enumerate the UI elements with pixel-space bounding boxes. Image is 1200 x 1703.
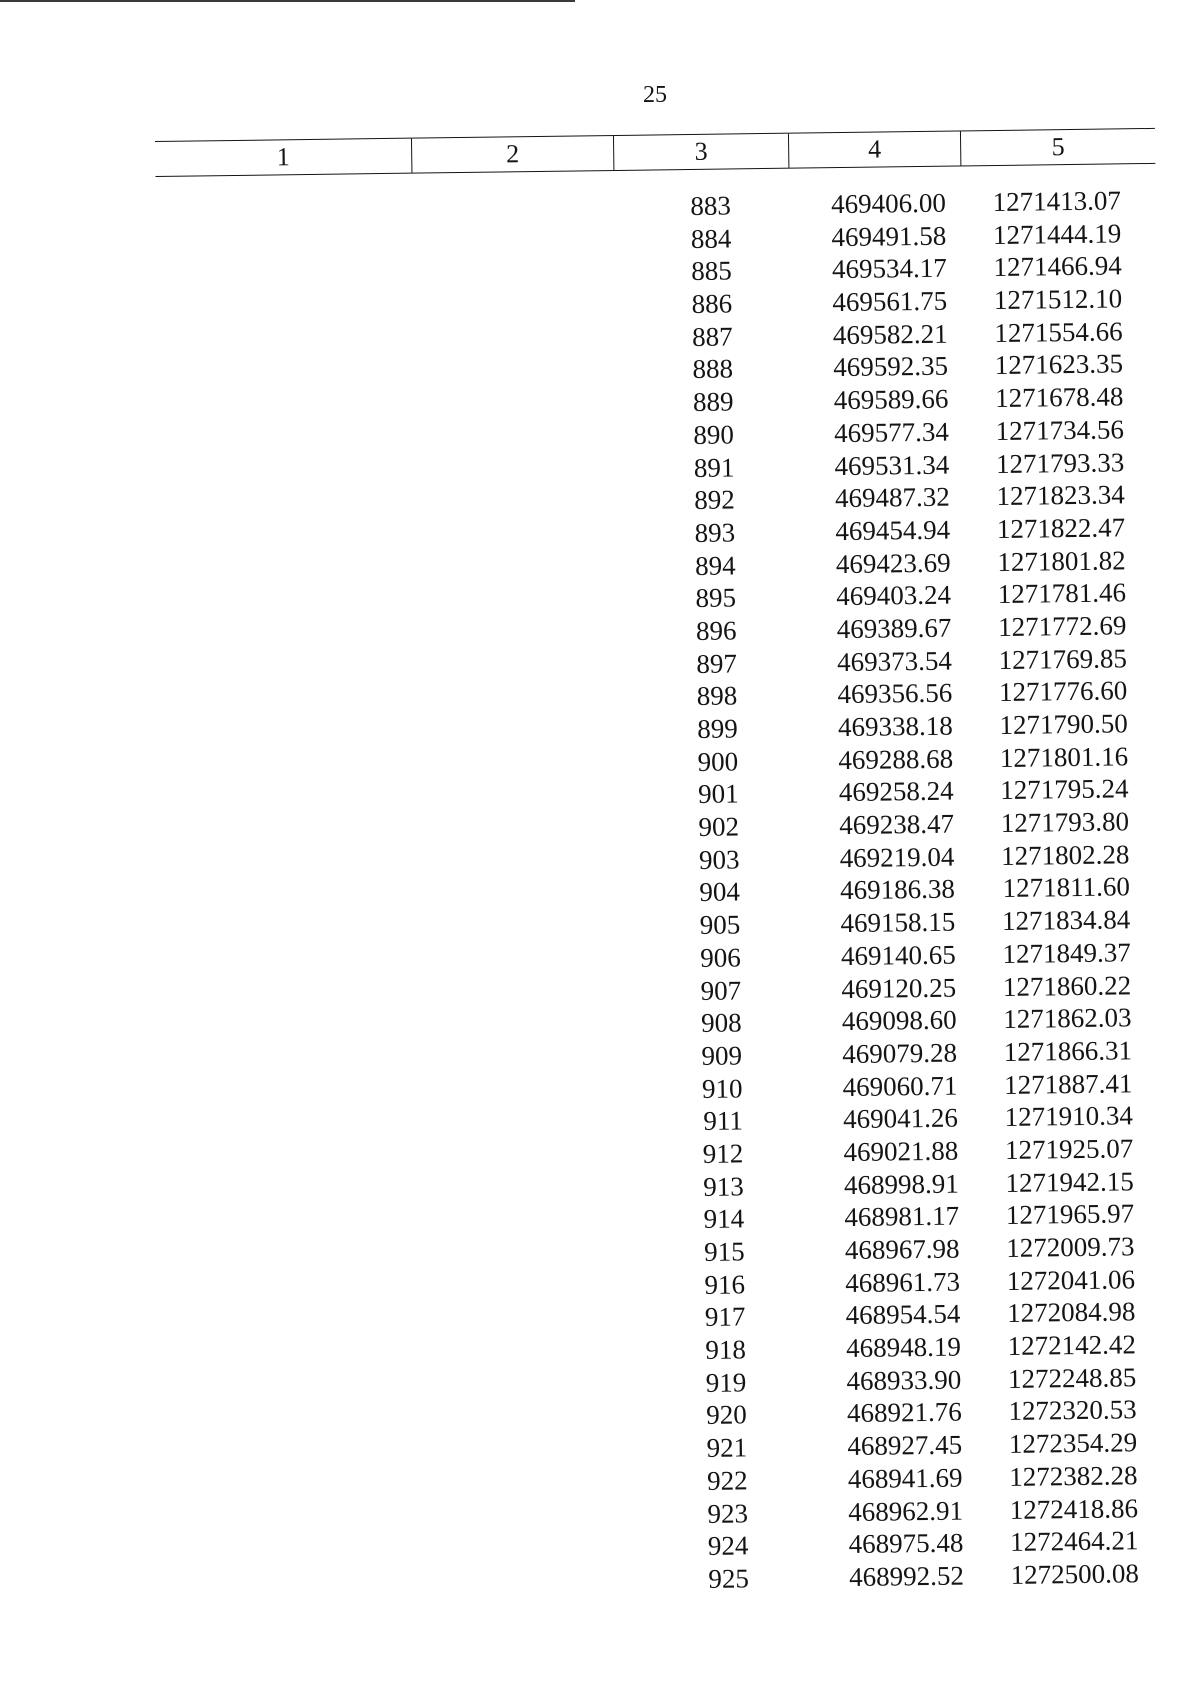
table-cell-col2 [420, 812, 622, 847]
table-cell-col4: 469338.18 [837, 710, 953, 743]
table-cell-col4: 469531.34 [834, 449, 950, 481]
table-cell-col4: 468933.90 [846, 1364, 962, 1396]
table-cell-col5: 1271866.31 [1003, 1035, 1133, 1067]
table-cell-col1 [166, 1011, 422, 1047]
table-cell-col3: 899 [697, 713, 738, 744]
table-cell-col3: 924 [707, 1530, 749, 1562]
table-cell-col3: 919 [705, 1367, 747, 1398]
table-cell-col1 [162, 651, 418, 687]
table-cell-col5: 1271776.60 [998, 675, 1128, 708]
table-cell-col2 [419, 779, 621, 814]
table-cell-col1 [165, 880, 421, 916]
table-cell-col5: 1271802.28 [1000, 839, 1130, 871]
table-cell-col3: 907 [700, 974, 742, 1006]
table-cell-col2 [420, 845, 622, 880]
table-cell-col5: 1271849.37 [1002, 937, 1131, 969]
table-header-col3: 3 [613, 134, 788, 170]
table-cell-col3: 917 [704, 1301, 746, 1333]
table-cell-col1 [166, 978, 422, 1014]
table-cell-col2 [428, 1466, 630, 1501]
table-cell-col4: 468975.48 [848, 1527, 964, 1560]
table-cell-col2 [425, 1172, 627, 1207]
table-header-col1: 1 [276, 142, 290, 172]
table-cell-col4: 468967.98 [844, 1233, 960, 1266]
table-body [156, 184, 1174, 1603]
table-cell-col3: 913 [703, 1171, 744, 1202]
table-cell-col4: 468941.69 [847, 1462, 963, 1494]
table-cell-col4: 468954.54 [845, 1298, 961, 1331]
table-cell-col5: 1271466.94 [993, 250, 1122, 283]
table-cell-col3: 884 [690, 223, 732, 254]
table-cell-col2 [422, 943, 624, 978]
table-cell-col5: 1271793.80 [1000, 806, 1130, 839]
table-cell-col4: 469582.21 [832, 318, 948, 350]
table-cell-col5: 1271834.84 [1001, 904, 1131, 937]
table-cell-col1 [156, 226, 412, 262]
table-cell-col3: 908 [700, 1007, 742, 1039]
table-cell-col4: 469288.68 [838, 743, 954, 775]
table-cell-col3: 901 [697, 778, 739, 810]
table-cell-col4: 469589.66 [833, 383, 949, 416]
table-cell-col5: 1271925.07 [1004, 1133, 1134, 1165]
table-cell-col3: 914 [703, 1203, 745, 1235]
table-cell-col1 [169, 1174, 425, 1210]
table-cell-col5: 1271793.33 [995, 446, 1125, 479]
table-cell-col2 [423, 1041, 625, 1076]
coordinates-table [155, 128, 1174, 1603]
table-cell-col4: 469454.94 [835, 514, 951, 547]
table-cell-col2 [416, 551, 618, 586]
table-cell-col5: 1271860.22 [1002, 969, 1132, 1002]
table-cell-col3: 883 [690, 190, 732, 221]
table-cell-col4: 469258.24 [838, 775, 954, 808]
table-cell-col3: 888 [692, 353, 734, 385]
table-cell-col4: 468981.17 [844, 1200, 960, 1233]
table-cell-col5: 1272354.29 [1008, 1427, 1138, 1460]
table-cell-col3: 890 [693, 419, 735, 450]
table-header-col5: 5 [960, 129, 1155, 166]
table-cell-col2 [417, 583, 619, 618]
table-cell-col5: 1272084.98 [1006, 1296, 1136, 1329]
table-cell-col4: 469561.75 [832, 285, 948, 318]
table-cell-col3: 923 [707, 1497, 749, 1529]
table-cell-col1 [168, 1142, 424, 1178]
table-cell-col3: 912 [702, 1138, 744, 1169]
table-cell-col1 [165, 913, 421, 949]
table-cell-col1 [167, 1076, 423, 1112]
table-cell-col5: 1271678.48 [994, 381, 1124, 414]
table-cell-col2 [428, 1400, 630, 1435]
table-cell-col1 [173, 1534, 429, 1570]
table-cell-col5: 1271965.97 [1005, 1198, 1135, 1231]
table-cell-col2 [415, 420, 617, 455]
table-cell-col1 [161, 586, 417, 622]
table-cell-col2 [421, 910, 623, 945]
table-cell-col5: 1271781.46 [997, 577, 1127, 610]
table-cell-col5: 1272248.85 [1007, 1362, 1137, 1394]
table-cell-col3: 895 [695, 582, 737, 614]
table-cell-col3: 889 [692, 386, 734, 418]
table-cell-col4: 469219.04 [839, 841, 955, 873]
table-cell-col2 [413, 256, 615, 291]
table-cell-col2 [426, 1270, 628, 1305]
table-cell-col5: 1272041.06 [1006, 1263, 1136, 1296]
table-cell-col2 [424, 1106, 626, 1141]
table-cell-col5: 1271772.69 [997, 610, 1127, 642]
table-cell-col4: 468921.76 [846, 1396, 962, 1429]
table-cell-col5: 1271811.60 [1002, 871, 1131, 904]
table-cell-col5: 1272009.73 [1006, 1231, 1135, 1263]
table-cell-col4: 469406.00 [830, 187, 947, 220]
table-cell-col1 [159, 455, 415, 491]
table-cell-col5: 1272464.21 [1009, 1525, 1139, 1558]
table-cell-col3: 921 [706, 1432, 748, 1464]
table-cell-col4: 469060.71 [842, 1070, 958, 1102]
table-cell-col5: 1271795.24 [1000, 773, 1129, 806]
table-cell-col5: 1271512.10 [993, 283, 1123, 316]
table-cell-col5: 1271801.82 [997, 544, 1126, 577]
table-cell-col3: 893 [694, 517, 736, 548]
table-cell-col5: 1271790.50 [999, 708, 1128, 740]
table-cell-col1 [166, 945, 422, 981]
table-cell-col2 [428, 1433, 630, 1468]
table-cell-col3: 886 [691, 288, 733, 320]
table-cell-col3: 906 [700, 942, 741, 973]
table-cell-col1 [160, 520, 416, 556]
table-cell-col2 [430, 1564, 632, 1599]
table-cell-col5: 1271413.07 [992, 185, 1122, 218]
table-cell-col4: 468992.52 [848, 1560, 965, 1592]
table-cell-col1 [170, 1272, 426, 1308]
table-cell-col3: 916 [704, 1269, 746, 1300]
table-cell-col2 [429, 1498, 631, 1533]
table-cell-col2 [416, 485, 618, 520]
table-cell-col5: 1272500.08 [1010, 1558, 1140, 1590]
table-cell-col1 [167, 1043, 423, 1079]
table-cell-col2 [422, 1008, 624, 1043]
table-cell-col4: 469592.35 [833, 351, 949, 383]
table-cell-col1 [164, 815, 420, 851]
table-cell-col5: 1271887.41 [1003, 1067, 1133, 1100]
table-cell-col5: 1271769.85 [998, 642, 1128, 675]
table-cell-col2 [429, 1531, 631, 1566]
table-cell-col2 [422, 975, 624, 1010]
table-cell-col3: 894 [694, 550, 736, 581]
table-cell-col4: 469021.88 [843, 1135, 959, 1168]
table-cell-col4: 469403.24 [836, 579, 952, 612]
table-cell-col5: 1271623.35 [994, 348, 1124, 381]
table-cell-col3: 922 [706, 1465, 748, 1496]
table-cell-col2 [419, 714, 621, 749]
table-cell-col5: 1271862.03 [1003, 1002, 1132, 1035]
table-cell-col2 [426, 1302, 628, 1337]
table-cell-col5: 1272142.42 [1007, 1329, 1137, 1362]
table-cell-col1 [157, 292, 413, 328]
table-cell-col2 [421, 877, 623, 912]
table-header-col2: 2 [411, 136, 613, 173]
table-cell-col2 [419, 747, 621, 782]
table-cell-col4: 468927.45 [847, 1429, 963, 1462]
table-cell-col3: 905 [699, 909, 741, 941]
table-cell-col4: 468998.91 [843, 1168, 959, 1200]
table-cell-col4: 468962.91 [848, 1495, 964, 1527]
table-cell-col3: 892 [694, 484, 735, 516]
table-cell-col2 [412, 191, 614, 226]
table-cell-col1 [169, 1207, 425, 1243]
table-cell-col2 [418, 681, 620, 716]
table-cell-col4: 469491.58 [831, 220, 947, 252]
table-cell-col4: 469373.54 [836, 645, 953, 677]
table-cell-col3: 903 [698, 844, 740, 875]
table-cell-col2 [415, 452, 617, 487]
table-cell-col5: 1271734.56 [995, 414, 1125, 446]
table-cell-col1 [156, 194, 412, 230]
table-cell-col3: 887 [691, 321, 733, 352]
table-cell-col1 [157, 259, 413, 295]
table-cell-col5: 1271801.16 [999, 741, 1129, 773]
table-cell-col1 [172, 1436, 428, 1472]
table-cell-col4: 469238.47 [839, 808, 955, 841]
table-cell-col1 [162, 684, 418, 720]
table-cell-col1 [157, 324, 413, 360]
table-cell-col5: 1271554.66 [994, 316, 1123, 348]
table-cell-col4: 469577.34 [833, 416, 950, 448]
table-cell-col1 [159, 422, 415, 458]
table-cell-col4: 469158.15 [840, 906, 956, 939]
table-cell-col4: 469098.60 [841, 1004, 957, 1037]
table-cell-col3: 915 [703, 1236, 745, 1267]
scan-edge-line [0, 0, 575, 2]
table-cell-col4: 469186.38 [839, 874, 956, 906]
table-cell-col3: 918 [705, 1334, 747, 1365]
table-cell-col1 [161, 619, 417, 655]
table-cell-col4: 469120.25 [841, 972, 957, 1004]
table-cell-col3: 885 [691, 255, 732, 287]
table-cell-col4: 468961.73 [845, 1266, 961, 1298]
table-cell-col5: 1272382.28 [1009, 1460, 1138, 1492]
table-cell-col4: 469389.67 [836, 612, 952, 645]
table-cell-col3: 902 [698, 811, 740, 843]
table-cell-col1 [163, 717, 419, 753]
table-cell-col4: 469079.28 [842, 1037, 958, 1069]
table-cell-col3: 891 [693, 451, 735, 483]
table-cell-col3: 909 [701, 1040, 743, 1071]
table-cell-col2 [414, 387, 616, 422]
table-cell-col3: 900 [697, 746, 739, 777]
table-cell-col4: 469041.26 [842, 1102, 959, 1135]
table-cell-col2 [424, 1139, 626, 1174]
table-cell-col3: 896 [695, 615, 737, 646]
table-cell-col4: 469356.56 [837, 677, 953, 710]
table-cell-col5: 1271910.34 [1004, 1100, 1134, 1133]
table-cell-col4: 469487.32 [834, 481, 950, 514]
table-cell-col1 [168, 1109, 424, 1145]
table-cell-col2 [423, 1073, 625, 1108]
table-cell-col4: 468948.19 [845, 1331, 962, 1364]
table-cell-col3: 904 [699, 876, 741, 908]
table-cell-col1 [158, 357, 414, 393]
table-cell-col1 [170, 1305, 426, 1341]
table-cell-col2 [425, 1237, 627, 1272]
table-cell-col4: 469423.69 [835, 547, 951, 579]
table-cell-col4: 469534.17 [831, 253, 947, 285]
table-cell-col1 [164, 847, 420, 883]
table-cell-col5: 1271942.15 [1005, 1165, 1134, 1198]
table-cell-col2 [413, 289, 615, 324]
table-cell-col2 [427, 1368, 629, 1403]
table-cell-col1 [171, 1370, 427, 1406]
table-cell-col5: 1271822.47 [996, 512, 1126, 544]
table-cell-col2 [416, 518, 618, 553]
table-cell-col2 [417, 616, 619, 651]
table-cell-col3: 911 [703, 1105, 744, 1137]
table-cell-col1 [173, 1501, 429, 1537]
table-cell-col1 [169, 1240, 425, 1276]
table-cell-col4: 469140.65 [840, 939, 956, 971]
table-cell-col5: 1272418.86 [1009, 1492, 1139, 1525]
table-cell-col2 [414, 354, 616, 389]
table-cell-col3: 925 [708, 1563, 750, 1594]
table-header-row [155, 128, 1155, 177]
table-cell-col2 [412, 224, 614, 259]
table-cell-col1 [160, 488, 416, 524]
table-cell-col1 [171, 1338, 427, 1374]
table-cell-col2 [425, 1204, 627, 1239]
table-header-col4: 4 [788, 131, 960, 167]
table-cell-col3: 897 [696, 648, 738, 679]
table-cell-col3: 910 [701, 1072, 743, 1104]
table-cell-col1 [172, 1468, 428, 1504]
table-cell-col5: 1272320.53 [1008, 1394, 1137, 1427]
page-number: 25 [643, 82, 667, 108]
table-cell-col1 [172, 1403, 428, 1439]
table-cell-col1 [158, 390, 414, 426]
table-cell-col1 [160, 553, 416, 589]
table-cell-col2 [418, 649, 620, 684]
table-cell-col5: 1271823.34 [996, 479, 1125, 512]
table-cell-col3: 920 [706, 1399, 747, 1431]
table-cell-col1 [163, 782, 419, 818]
table-cell-col2 [413, 322, 615, 357]
table-cell-col1 [163, 749, 419, 785]
table-cell-col5: 1271444.19 [992, 218, 1122, 250]
table-cell-col2 [427, 1335, 629, 1370]
table-cell-col3: 898 [696, 680, 738, 712]
table-cell-col1 [174, 1566, 430, 1602]
